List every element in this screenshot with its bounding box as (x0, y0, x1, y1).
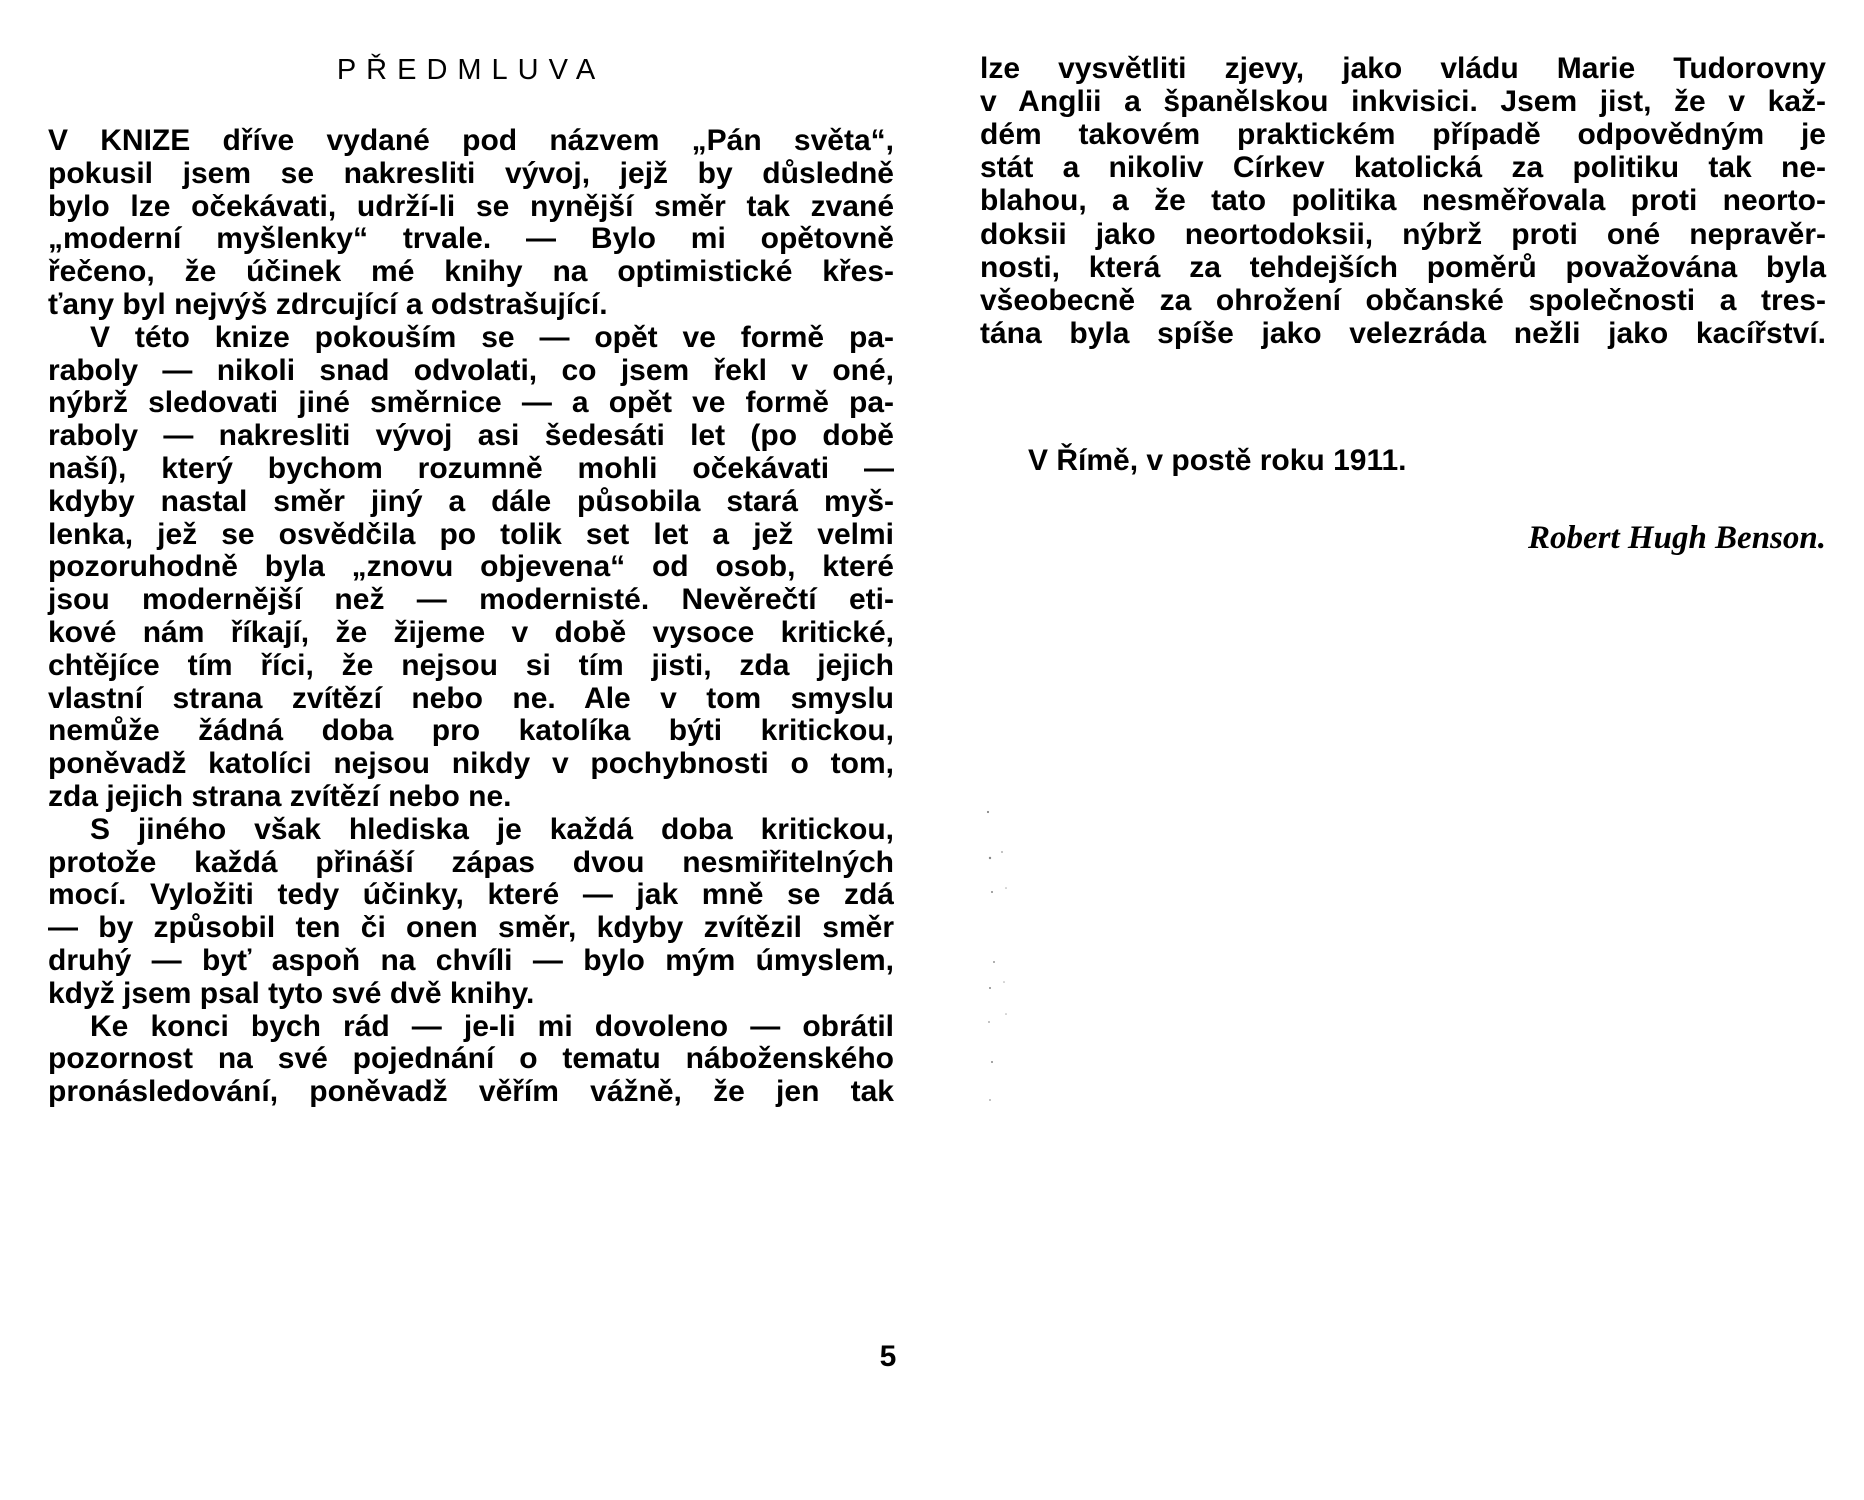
text-line: zda jejich strana zvítězí nebo ne. (48, 780, 512, 813)
text-line: nosti, která za tehdejších poměrů považována byla (980, 250, 1826, 284)
text-line: pozoruhodně byla „znovu objevena“ od osob, které (48, 550, 894, 584)
text-line: ťany byl nejvýš zdrcující a odstrašující. (48, 288, 608, 321)
text-line: S jiného však hlediska je každá doba kritickou, (90, 812, 894, 846)
right-page (980, 0, 1826, 1500)
text-line: všeobecně za ohrožení občanské společnosti a tres- (980, 283, 1826, 317)
text-line: nýbrž sledovati jiné směrnice — a opět ve formě pa- (48, 386, 894, 420)
text-line: vlastní strana zvítězí nebo ne. Ale v tom smyslu (48, 681, 894, 715)
text-line: doksii jako neortodoksii, nýbrž proti oné nepravěr- (980, 217, 1826, 251)
left-page (48, 0, 897, 1500)
text-line: dém takovém praktickém případě odpovědným je (980, 118, 1826, 152)
place-date: V Římě, v postě roku 1911. (1028, 444, 1407, 477)
text-line: Ke konci bych rád — je-li mi dovoleno — obrátil (90, 1009, 894, 1043)
text-line: raboly — nakresliti vývoj asi šedesáti let (po době (48, 419, 894, 453)
text-line: blahou, a že tato politika nesměřovala proti neorto- (980, 184, 1826, 218)
text-line: v Anglii a španělskou inkvisici. Jsem jist, že v kaž- (980, 85, 1826, 119)
text-line: nemůže žádná doba pro katolíka býti kritickou, (48, 714, 894, 748)
text-line: tána byla spíše jako velezráda nežli jako kacířství. (980, 316, 1826, 350)
text-line: pokusil jsem se nakresliti vývoj, jejž by důsledně (48, 156, 894, 190)
text-line: V KNIZE dříve vydané pod názvem „Pán světa“, (48, 124, 894, 157)
text-line: kdyby nastal směr jiný a dále působila stará myš- (48, 484, 894, 518)
text-line: V této knize pokouším se — opět ve formě pa- (90, 320, 894, 354)
text-line: když jsem psal tyto své dvě knihy. (48, 976, 535, 1010)
text-line: bylo lze očekávati, udrží-li se nynější směr tak zvané (48, 189, 894, 223)
text-line: chtějíce tím říci, že nejsou si tím jisti, zda jejich (48, 648, 894, 682)
text-line: naší), který bychom rozumně mohli očekávati — (48, 452, 894, 485)
text-line: řečeno, že účinek mé knihy na optimistické křes- (48, 255, 894, 289)
text-line: raboly — nikoli snad odvolati, co jsem řekl v oné, (48, 353, 894, 387)
scan-specks (980, 800, 1040, 1140)
text-line: protože každá přináší zápas dvou nesmiřitelných (48, 845, 894, 879)
text-line: „moderní myšlenky“ trvale. — Bylo mi opětovně (48, 222, 894, 256)
page-number: 5 (879, 1340, 897, 1373)
text-line: lenka, jež se osvědčila po tolik set let a jež velmi (48, 517, 894, 551)
text-line: mocí. Vyložiti tedy účinky, které — jak mně se zdá (48, 878, 894, 912)
page-title: PŘEDMLUVA (336, 54, 606, 86)
text-line: stát a nikoliv Církev katolická za politiku tak ne- (980, 151, 1826, 185)
text-line: lze vysvětliti zjevy, jako vládu Marie Tudorovny (980, 52, 1826, 85)
text-line: pozornost na své pojednání o tematu náboženského (48, 1042, 894, 1076)
text-line: — by způsobil ten či onen směr, kdyby zvítězil směr (48, 911, 894, 945)
text-line: kové nám říkají, že žijeme v době vysoce kritické, (48, 616, 894, 649)
author-signature: Robert Hugh Benson. (1528, 520, 1826, 556)
text-line: jsou modernější než — modernisté. Nevěrečtí eti- (48, 583, 894, 617)
text-line: poněvadž katolíci nejsou nikdy v pochybnosti o tom, (48, 747, 894, 781)
text-line: druhý — byť aspoň na chvíli — bylo mým úmyslem, (48, 944, 894, 977)
text-line: pronásledování, poněvadž věřím vážně, že jen tak (48, 1075, 894, 1109)
